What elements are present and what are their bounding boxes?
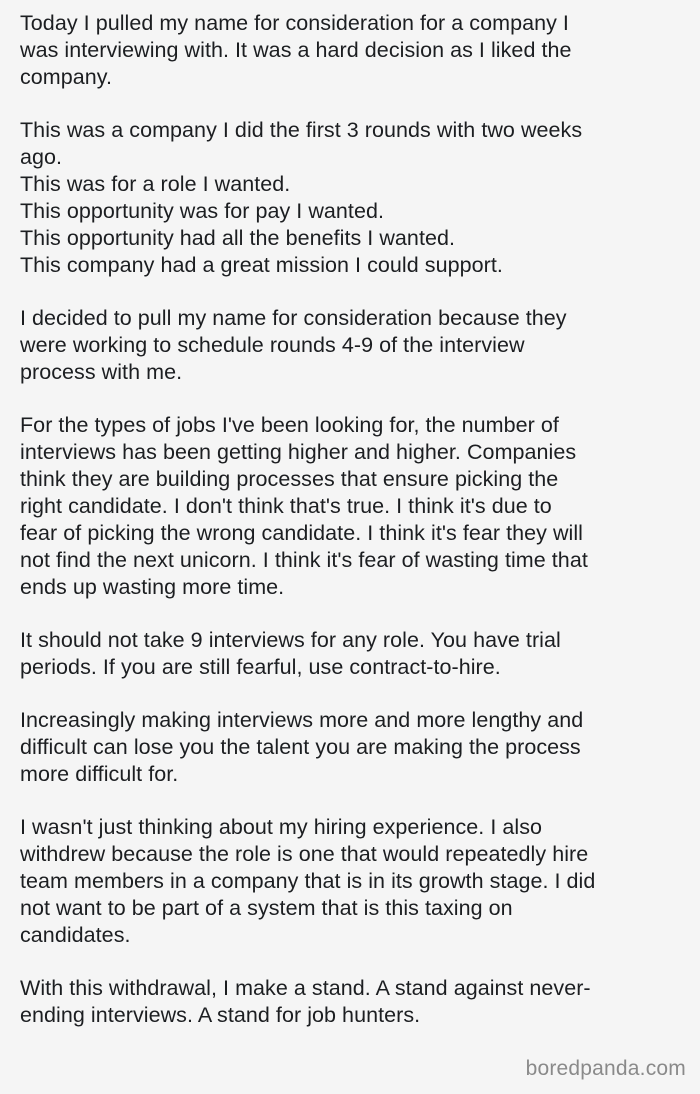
- post-paragraph-6: Increasingly making interviews more and more lengthy and difficult can lose you the talent you are making the process more difficult for.: [20, 708, 584, 786]
- boredpanda-watermark: boredpanda.com: [525, 1057, 686, 1080]
- post-paragraph-5: It should not take 9 interviews for any role. You have trial periods. If you are still fearful, use contract-to-hire.: [20, 628, 561, 679]
- post-paragraph-2: This was a company I did the first 3 rounds with two weeks ago. This was for a role I wanted. This opportunity was for pay I wanted. This opportunity had all the benefits I wanted. This company had a great mission I could support.: [20, 118, 583, 277]
- post-paragraph-3: I decided to pull my name for consideration because they were working to schedule rounds 4-9 of the interview process with me.: [20, 306, 567, 384]
- post-paragraph-1: Today I pulled my name for consideration for a company I was interviewing with. It was a hard decision as I liked the company.: [20, 11, 572, 89]
- post-paragraph-8: With this withdrawal, I make a stand. A stand against never- ending interviews. A stand for job hunters.: [20, 976, 591, 1027]
- post-body: [20, 10, 680, 1029]
- post-paragraph-7: I wasn't just thinking about my hiring experience. I also withdrew because the role is one that would repeatedly hire team members in a company that is in its growth stage. I did not want to be part of a system that is this taxing on candidates.: [20, 815, 596, 947]
- post-paragraph-4: For the types of jobs I've been looking for, the number of interviews has been getting higher and higher. Companies think they are building processes that ensure picking the right candidate. I don't think that's true. I think it's due to fear of picking the wrong candidate. I think it's fear they will not find the next unicorn. I think it's fear of wasting time that ends up wasting more time.: [20, 413, 588, 599]
